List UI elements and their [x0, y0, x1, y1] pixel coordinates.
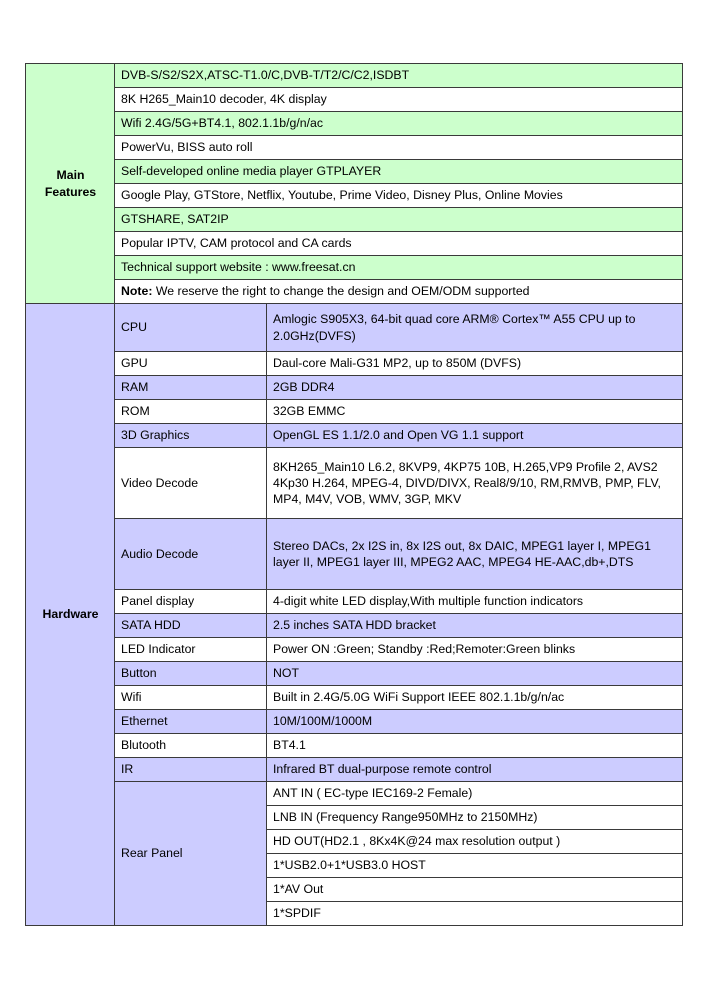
- table-row: [26, 686, 683, 710]
- main-feature-value-tuners: DVB-S/S2/S2X,ATSC-T1.0/C,DVB-T/T2/C/C2,ISDBT: [115, 64, 683, 88]
- table-row: [26, 280, 683, 304]
- hardware-label-rear-panel: Rear Panel: [115, 782, 267, 926]
- rear-panel-value-av-out: 1*AV Out: [267, 878, 683, 902]
- table-row: [26, 758, 683, 782]
- specification-table-body: [26, 64, 683, 926]
- hardware-label-bluetooth: Blutooth: [115, 734, 267, 758]
- hardware-value-ethernet: 10M/100M/1000M: [267, 710, 683, 734]
- hardware-value-audio-decode: Stereo DACs, 2x I2S in, 8x I2S out, 8x DAIC, MPEG1 layer I, MPEG1 layer II, MPEG1 layer III, MPEG2 AAC, MPEG4 HE-AAC,db+,DTS: [267, 519, 683, 590]
- hardware-label-cpu: CPU: [115, 304, 267, 352]
- table-row: [26, 184, 683, 208]
- table-row: [26, 448, 683, 519]
- table-row: [26, 710, 683, 734]
- hardware-value-bluetooth: BT4.1: [267, 734, 683, 758]
- table-row: [26, 400, 683, 424]
- hardware-label-panel-display: Panel display: [115, 590, 267, 614]
- main-feature-value-gtplayer: Self-developed online media player GTPLAYER: [115, 160, 683, 184]
- rear-panel-value-hd-out: HD OUT(HD2.1 , 8Kx4K@24 max resolution output ): [267, 830, 683, 854]
- main-feature-value-support-website: Technical support website : www.freesat.cn: [115, 256, 683, 280]
- hardware-label-sata-hdd: SATA HDD: [115, 614, 267, 638]
- hardware-value-button: NOT: [267, 662, 683, 686]
- table-row: [26, 256, 683, 280]
- table-row: [26, 352, 683, 376]
- hardware-value-ir: Infrared BT dual-purpose remote control: [267, 758, 683, 782]
- hardware-value-3d-graphics: OpenGL ES 1.1/2.0 and Open VG 1.1 support: [267, 424, 683, 448]
- hardware-value-video-decode: 8KH265_Main10 L6.2, 8KVP9, 4KP75 10B, H.265,VP9 Profile 2, AVS2 4Kp30 H.264, MPEG-4, DIVD/DIVX, Real8/9/10, RM,RMVB, PMP, FLV, MP4, M4V, VOB, WMV, 3GP, MKV: [267, 448, 683, 519]
- table-row: [26, 734, 683, 758]
- hardware-value-panel-display: 4-digit white LED display,With multiple function indicators: [267, 590, 683, 614]
- table-row: [26, 614, 683, 638]
- hardware-label-ram: RAM: [115, 376, 267, 400]
- table-row: [26, 136, 683, 160]
- hardware-value-cpu: Amlogic S905X3, 64-bit quad core ARM® Cortex™ A55 CPU up to 2.0GHz(DVFS): [267, 304, 683, 352]
- table-row: [26, 782, 683, 806]
- main-feature-value-apps: Google Play, GTStore, Netflix, Youtube, Prime Video, Disney Plus, Online Movies: [115, 184, 683, 208]
- main-feature-value-iptv: Popular IPTV, CAM protocol and CA cards: [115, 232, 683, 256]
- hardware-value-rom: 32GB EMMC: [267, 400, 683, 424]
- hardware-value-gpu: Daul-core Mali-G31 MP2, up to 850M (DVFS): [267, 352, 683, 376]
- table-row: [26, 64, 683, 88]
- hardware-label-audio-decode: Audio Decode: [115, 519, 267, 590]
- hardware-label-video-decode: Video Decode: [115, 448, 267, 519]
- table-row: [26, 232, 683, 256]
- main-feature-value-powervu: PowerVu, BISS auto roll: [115, 136, 683, 160]
- specification-table-container: [25, 63, 682, 926]
- hardware-value-wifi: Built in 2.4G/5.0G WiFi Support IEEE 802.1.1b/g/n/ac: [267, 686, 683, 710]
- main-feature-value-gtshare: GTSHARE, SAT2IP: [115, 208, 683, 232]
- hardware-label-button: Button: [115, 662, 267, 686]
- main-feature-value-wifi: Wifi 2.4G/5G+BT4.1, 802.1.1b/g/n/ac: [115, 112, 683, 136]
- main-feature-value-decoder: 8K H265_Main10 decoder, 4K display: [115, 88, 683, 112]
- main-feature-note: [115, 280, 683, 304]
- table-row: [26, 424, 683, 448]
- table-row: [26, 519, 683, 590]
- rear-panel-value-usb: 1*USB2.0+1*USB3.0 HOST: [267, 854, 683, 878]
- table-row: [26, 662, 683, 686]
- hardware-label-wifi: Wifi: [115, 686, 267, 710]
- hardware-value-sata-hdd: 2.5 inches SATA HDD bracket: [267, 614, 683, 638]
- table-row: [26, 88, 683, 112]
- hardware-label-3d-graphics: 3D Graphics: [115, 424, 267, 448]
- table-row: [26, 160, 683, 184]
- rear-panel-value-spdif: 1*SPDIF: [267, 902, 683, 926]
- rear-panel-value-lnb-in: LNB IN (Frequency Range950MHz to 2150MHz): [267, 806, 683, 830]
- specification-table: [25, 63, 683, 926]
- hardware-value-led-indicator: Power ON :Green; Standby :Red;Remoter:Green blinks: [267, 638, 683, 662]
- table-row: [26, 304, 683, 352]
- section-label-main-features: Main Features: [26, 64, 115, 304]
- note-text: We reserve the right to change the design and OEM/ODM supported: [152, 284, 530, 299]
- hardware-label-rom: ROM: [115, 400, 267, 424]
- table-row: [26, 638, 683, 662]
- table-row: [26, 112, 683, 136]
- hardware-label-ir: IR: [115, 758, 267, 782]
- hardware-label-ethernet: Ethernet: [115, 710, 267, 734]
- table-row: [26, 376, 683, 400]
- note-prefix: Note:: [121, 284, 153, 299]
- hardware-value-ram: 2GB DDR4: [267, 376, 683, 400]
- rear-panel-value-ant-in: ANT IN ( EC-type IEC169-2 Female): [267, 782, 683, 806]
- table-row: [26, 208, 683, 232]
- table-row: [26, 590, 683, 614]
- hardware-label-led-indicator: LED Indicator: [115, 638, 267, 662]
- hardware-label-gpu: GPU: [115, 352, 267, 376]
- section-label-hardware: Hardware: [26, 304, 115, 926]
